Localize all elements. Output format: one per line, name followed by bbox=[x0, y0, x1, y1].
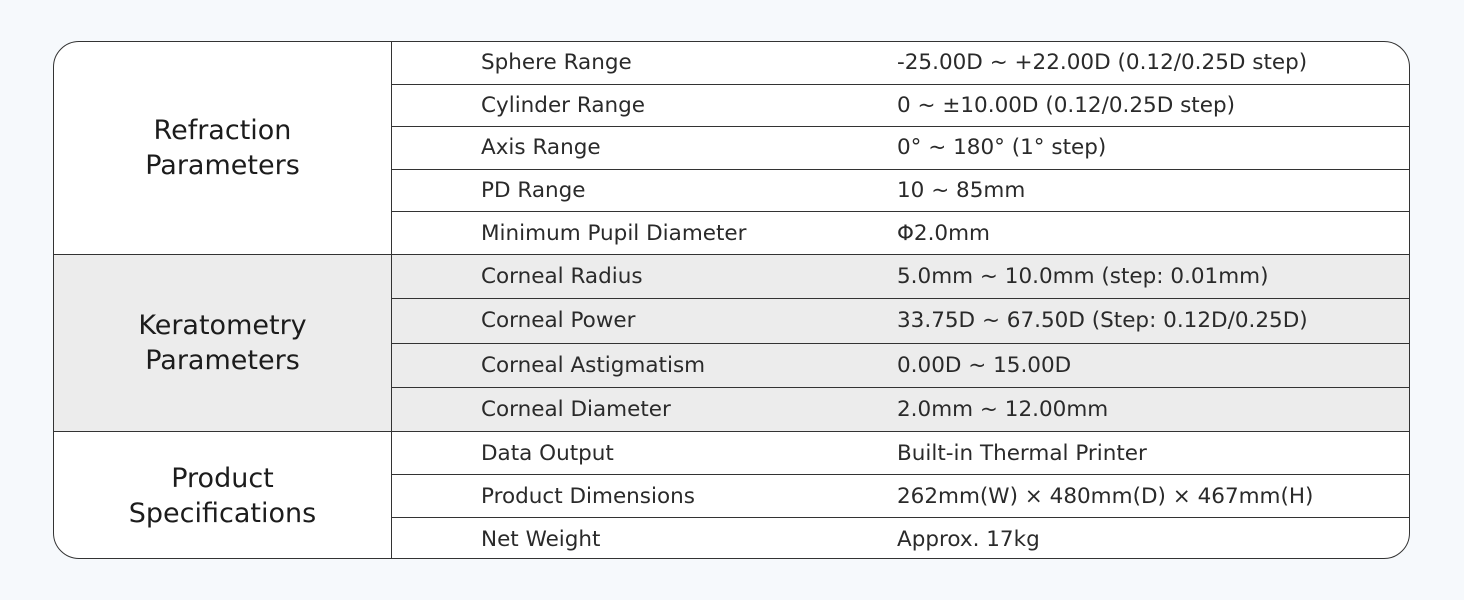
param-name: Net Weight bbox=[481, 526, 601, 552]
param-name: Axis Range bbox=[481, 135, 601, 161]
param-name: Corneal Astigmatism bbox=[481, 352, 706, 378]
param-name: PD Range bbox=[481, 178, 586, 204]
table-row bbox=[392, 169, 1409, 212]
spec-table bbox=[53, 41, 1410, 559]
param-value: 33.75D ~ 67.50D (Step: 0.12D/0.25D) bbox=[897, 308, 1308, 334]
table-row bbox=[392, 517, 1409, 559]
param-value: 2.0mm ~ 12.00mm bbox=[897, 396, 1109, 422]
table-row bbox=[392, 211, 1409, 254]
table-row bbox=[392, 255, 1409, 298]
table-row bbox=[392, 42, 1409, 84]
param-value: Φ2.0mm bbox=[897, 220, 991, 246]
category-label: Refraction Parameters bbox=[54, 42, 392, 254]
param-value: -25.00D ~ +22.00D (0.12/0.25D step) bbox=[897, 50, 1308, 76]
group-product bbox=[54, 431, 1409, 559]
group-rows bbox=[392, 432, 1409, 559]
param-name: Product Dimensions bbox=[481, 483, 695, 509]
param-value: Built-in Thermal Printer bbox=[897, 440, 1147, 466]
table-row bbox=[392, 298, 1409, 342]
param-value: 10 ~ 85mm bbox=[897, 178, 1026, 204]
table-row bbox=[392, 432, 1409, 474]
param-value: Approx. 17kg bbox=[897, 526, 1040, 552]
table-row bbox=[392, 84, 1409, 127]
param-value: 0.00D ~ 15.00D bbox=[897, 352, 1072, 378]
param-name: Data Output bbox=[481, 440, 614, 466]
param-name: Corneal Power bbox=[481, 308, 636, 334]
param-name: Cylinder Range bbox=[481, 92, 646, 118]
param-value: 5.0mm ~ 10.0mm (step: 0.01mm) bbox=[897, 264, 1269, 290]
table-row bbox=[392, 387, 1409, 431]
param-value: 262mm(W) × 480mm(D) × 467mm(H) bbox=[897, 483, 1314, 509]
table-row bbox=[392, 126, 1409, 169]
param-name: Sphere Range bbox=[481, 50, 632, 76]
param-name: Corneal Radius bbox=[481, 264, 643, 290]
group-keratometry bbox=[54, 254, 1409, 431]
category-label: Product Specifications bbox=[54, 432, 392, 559]
group-refraction bbox=[54, 42, 1409, 254]
table-row bbox=[392, 343, 1409, 387]
group-rows bbox=[392, 42, 1409, 254]
group-rows bbox=[392, 255, 1409, 431]
param-value: 0° ~ 180° (1° step) bbox=[897, 135, 1107, 161]
param-name: Minimum Pupil Diameter bbox=[481, 220, 747, 246]
param-name: Corneal Diameter bbox=[481, 396, 671, 422]
table-row bbox=[392, 474, 1409, 517]
param-value: 0 ~ ±10.00D (0.12/0.25D step) bbox=[897, 92, 1235, 118]
category-label: Keratometry Parameters bbox=[54, 255, 392, 431]
